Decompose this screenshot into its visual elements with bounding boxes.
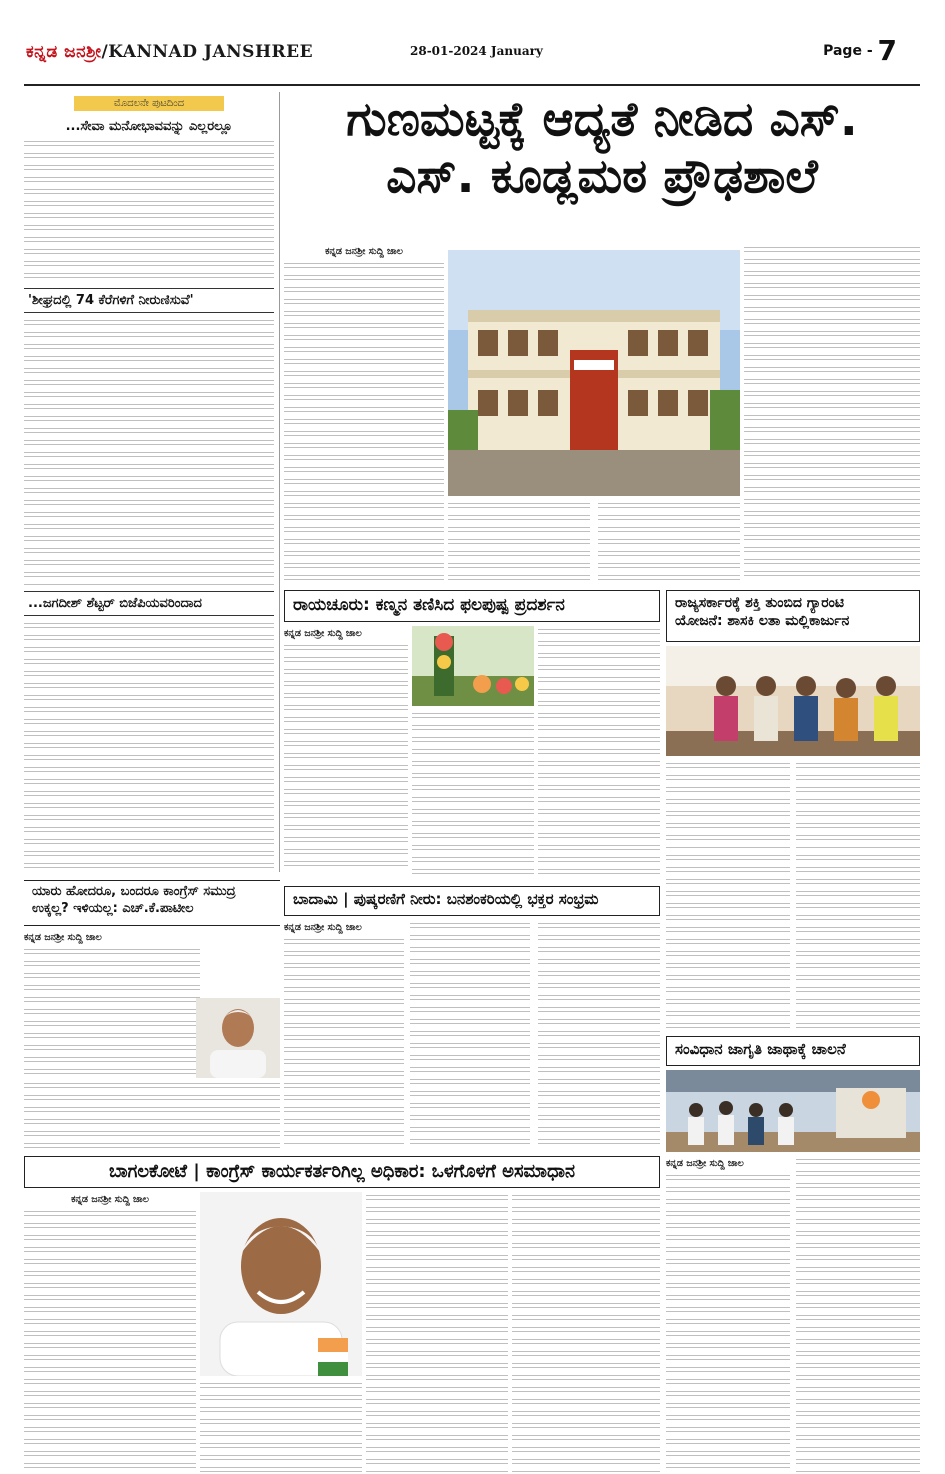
- badami-column-1: [284, 920, 404, 1148]
- guarantee-photo: [666, 646, 920, 756]
- raichur-text-3: [538, 626, 660, 878]
- lead-text-1: [284, 260, 444, 580]
- bagalkot-text-1: [24, 1208, 196, 1468]
- lead-text-2: [448, 500, 590, 584]
- constitution-byline: ಕನ್ನಡ ಜನಶ್ರೀ ಸುದ್ದಿ ಜಾಲ: [666, 1158, 744, 1169]
- left-headline-1: ...ಸೇವಾ ಮನೋಭಾವವನ್ನು ಎಲ್ಲರಲ್ಲೂ: [65, 119, 233, 134]
- guarantee-text-1: [666, 760, 790, 848]
- event-stage-image: [666, 646, 920, 756]
- leader-portrait-image: [200, 1192, 362, 1376]
- raichur-byline: ಕನ್ನಡ ಜನಶ್ರೀ ಸುದ್ದಿ ಜಾಲ: [284, 628, 362, 639]
- left-headline-2: 'ಶೀಘ್ರದಲ್ಲಿ 74 ಕೆರೆಗಳಿಗೆ ನೀರುಣಿಸುವೆ': [24, 288, 274, 313]
- column-divider: [279, 92, 280, 872]
- lead-byline: ಕನ್ನಡ ಜನಶ್ರೀ ಸುದ್ದಿ ಜಾಲ: [325, 246, 403, 257]
- page-label: Page -: [823, 43, 873, 59]
- raichur-text-2: [412, 710, 534, 878]
- bagalkot-column-1: [24, 1192, 196, 1472]
- constitution-text-1: [666, 1172, 790, 1468]
- school-building-image: [448, 250, 740, 496]
- constitution-headline: ಸಂವಿಧಾನ ಜಾಗೃತಿ ಜಾಥಾಕ್ಕೆ ಚಾಲನೆ: [666, 1036, 920, 1066]
- guarantee-text-2: [796, 760, 920, 848]
- leader-portrait: [200, 1192, 362, 1376]
- constitution-text-2: [796, 1156, 920, 1472]
- jatha-flagoff-image: [666, 1070, 920, 1152]
- congress-text-2: [24, 1080, 280, 1154]
- patil-portrait: [196, 998, 280, 1078]
- left-text-block-3: [24, 620, 274, 872]
- bagalkot-text-2: [200, 1380, 362, 1472]
- badami-headline: ಬಾದಾಮಿ | ಪುಷ್ಕರಣಿಗೆ ನೀರು: ಬನಶಂಕರಿಯಲ್ಲಿ ಭಕ್ತರ ಸಂಭ್ರಮ: [284, 886, 660, 916]
- badami-byline: ಕನ್ನಡ ಜನಶ್ರೀ ಸುದ್ದಿ ಜಾಲ: [284, 922, 362, 933]
- lead-headline-line1: ಗುಣಮಟ್ಟಕ್ಕೆ ಆದ್ಯತೆ ನೀಡಿದ ಎಸ್.: [346, 94, 858, 147]
- lead-column-1: [284, 244, 444, 584]
- flower-show-photo: [412, 626, 534, 706]
- congress-headline: ಯಾರು ಹೋದರೂ, ಬಂದರೂ ಕಾಂಗ್ರೆಸ್ ಸಮುದ್ರ ಉಕ್ಕಲ್ಲ? ಇಳಿಯಲ್ಲ: ಎಚ್.ಕೆ.ಪಾಟೀಲ: [24, 880, 280, 926]
- left-text-block-1: [24, 138, 274, 284]
- patil-portrait-image: [196, 998, 280, 1078]
- badami-text-3: [538, 920, 660, 1148]
- lead-headline: [284, 94, 920, 242]
- left-text-block-2: [24, 317, 274, 587]
- lead-text-4: [744, 244, 920, 582]
- flower-show-image: [412, 626, 534, 706]
- guarantee-headline-line1: ರಾಜ್ಯಸರ್ಕಾರಕ್ಕೆ ಶಕ್ತಿ ತುಂಬಿದ ಗ್ಯಾರಂಟಿ: [675, 595, 844, 611]
- continued-tag: ಮೊದಲನೇ ಪುಟದಿಂದ: [74, 96, 224, 111]
- brand-kannada: ಕನ್ನಡ ಜನಶ್ರೀ: [26, 42, 102, 62]
- brand-separator: /: [101, 42, 109, 62]
- left-headline-3: ...ಜಗದೀಶ್ ಶೆಟ್ಟರ್ ಬಿಜೆಪಿಯವರಿಂದಾದ: [24, 591, 274, 616]
- badami-text-2: [410, 920, 530, 1148]
- constitution-photo: [666, 1070, 920, 1152]
- bagalkot-text-4: [512, 1192, 660, 1472]
- lead-headline-line2: ಎಸ್. ಕೂಡ್ಲಮಠ ಪ್ರೌಢಶಾಲೆ: [386, 148, 818, 204]
- bagalkot-headline: ಬಾಗಲಕೋಟೆ | ಕಾಂಗ್ರೆಸ್ ಕಾರ್ಯಕರ್ತರಿಗಿಲ್ಲ ಅಧಿಕಾರ: ಒಳಗೊಳಗೆ ಅಸಮಾಧಾನ: [24, 1156, 660, 1188]
- raichur-text-1: [284, 642, 408, 872]
- page-number: [823, 34, 897, 67]
- left-column: [24, 92, 274, 872]
- guarantee-text-4: [796, 852, 920, 1030]
- raichur-column-1: [284, 626, 408, 878]
- lead-columns-lower: [448, 500, 740, 584]
- bagalkot-byline: ಕನ್ನಡ ಜನಶ್ರೀ ಸುದ್ದಿ ಜಾಲ: [71, 1194, 149, 1205]
- school-photo: [448, 250, 740, 496]
- brand-logo: [26, 42, 313, 62]
- constitution-column-1: [666, 1156, 790, 1472]
- badami-text-1: [284, 936, 404, 1144]
- masthead: [0, 0, 945, 86]
- congress-byline: ಕನ್ನಡ ಜನಶ್ರೀ ಸುದ್ದಿ ಜಾಲ: [24, 932, 102, 943]
- issue-date: 28-01-2024 January: [410, 44, 543, 58]
- brand-english: KANNAD JANSHREE: [108, 42, 314, 62]
- lead-column-4: [744, 244, 920, 584]
- page-number-value: 7: [877, 34, 897, 67]
- guarantee-headline: [666, 590, 920, 642]
- guarantee-text-3: [666, 852, 790, 1030]
- lead-text-3: [598, 500, 740, 584]
- raichur-headline: ರಾಯಚೂರು: ಕಣ್ಮನ ತಣಿಸಿದ ಫಲಪುಷ್ಪ ಪ್ರದರ್ಶನ: [284, 590, 660, 622]
- masthead-rule: [24, 84, 920, 86]
- bagalkot-text-3: [366, 1192, 508, 1472]
- guarantee-headline-line2: ಯೋಜನೆ: ಶಾಸಕಿ ಲತಾ ಮಲ್ಲಿಕಾರ್ಜುನ: [675, 613, 850, 630]
